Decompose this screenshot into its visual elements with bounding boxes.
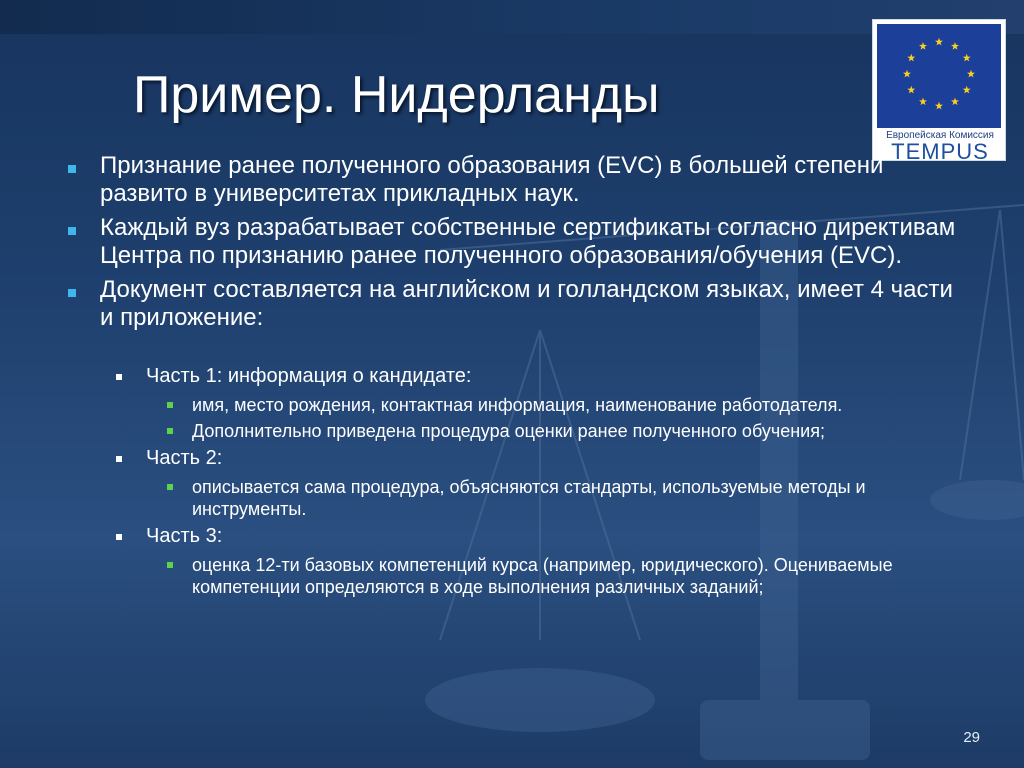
part-subitem-text: имя, место рождения, контактная информация, наименование работодателя. (192, 395, 843, 415)
logo-caption: Европейская Комиссия (886, 130, 994, 141)
part-item (62, 524, 972, 548)
part-label: Часть 1: информация о кандидате: (146, 365, 472, 387)
bullet-text: Документ составляется на английском и голландском языках, имеет 4 части и приложение: (100, 276, 953, 331)
logo-wordmark: TEMPUS (891, 139, 989, 164)
eu-star-icon (951, 98, 959, 106)
part-subitem (62, 420, 972, 442)
bullet-item (62, 152, 972, 208)
eu-star-icon (967, 70, 975, 78)
slide-content (62, 152, 972, 602)
part-subitem (62, 554, 972, 598)
eu-flag (877, 24, 1001, 128)
eu-star-icon (919, 98, 927, 106)
square-bullet-icon (116, 456, 122, 462)
part-label: Часть 2: (146, 447, 223, 469)
part-subitem (62, 476, 972, 520)
eu-star-icon (907, 54, 915, 62)
square-bullet-icon (167, 428, 173, 434)
part-subitem-text: оценка 12-ти базовых компетенций курса (например, юридического). Оцениваемые компетенции определяются в ходе выполнения различных заданий; (192, 555, 893, 597)
eu-star-icon (919, 42, 927, 50)
bullet-item (62, 276, 972, 332)
part-item (62, 446, 972, 470)
square-bullet-icon (167, 484, 173, 490)
square-bullet-icon (167, 402, 173, 408)
eu-star-icon (935, 102, 943, 110)
bullet-text: Каждый вуз разрабатывает собственные сертификаты согласно директивам Центра по признанию ранее полученного образования/обучения (EVC). (100, 214, 956, 269)
part-label: Часть 3: (146, 525, 223, 547)
tempus-logo (872, 19, 1006, 164)
eu-star-icon (935, 38, 943, 46)
eu-star-icon (903, 70, 911, 78)
square-bullet-icon (68, 227, 76, 235)
part-subitem (62, 394, 972, 416)
square-bullet-icon (167, 562, 173, 568)
square-bullet-icon (116, 374, 122, 380)
part-item (62, 364, 972, 388)
eu-star-icon (963, 54, 971, 62)
bullet-item (62, 214, 972, 270)
eu-star-icon (951, 42, 959, 50)
square-bullet-icon (68, 289, 76, 297)
square-bullet-icon (68, 165, 76, 173)
eu-star-icon (907, 86, 915, 94)
eu-stars-icon (877, 24, 1001, 128)
slide-title: Пример. Нидерланды (133, 66, 660, 124)
part-subitem-text: Дополнительно приведена процедура оценки ранее полученного обучения; (192, 421, 825, 441)
square-bullet-icon (116, 534, 122, 540)
part-subitem-text: описывается сама процедура, объясняются стандарты, используемые методы и инструменты. (192, 477, 866, 519)
eu-star-icon (963, 86, 971, 94)
spacer (62, 338, 972, 364)
bullet-text: Признание ранее полученного образования (EVC) в большей степени развито в университетах прикладных наук. (100, 152, 884, 207)
page-number: 29 (963, 729, 980, 746)
